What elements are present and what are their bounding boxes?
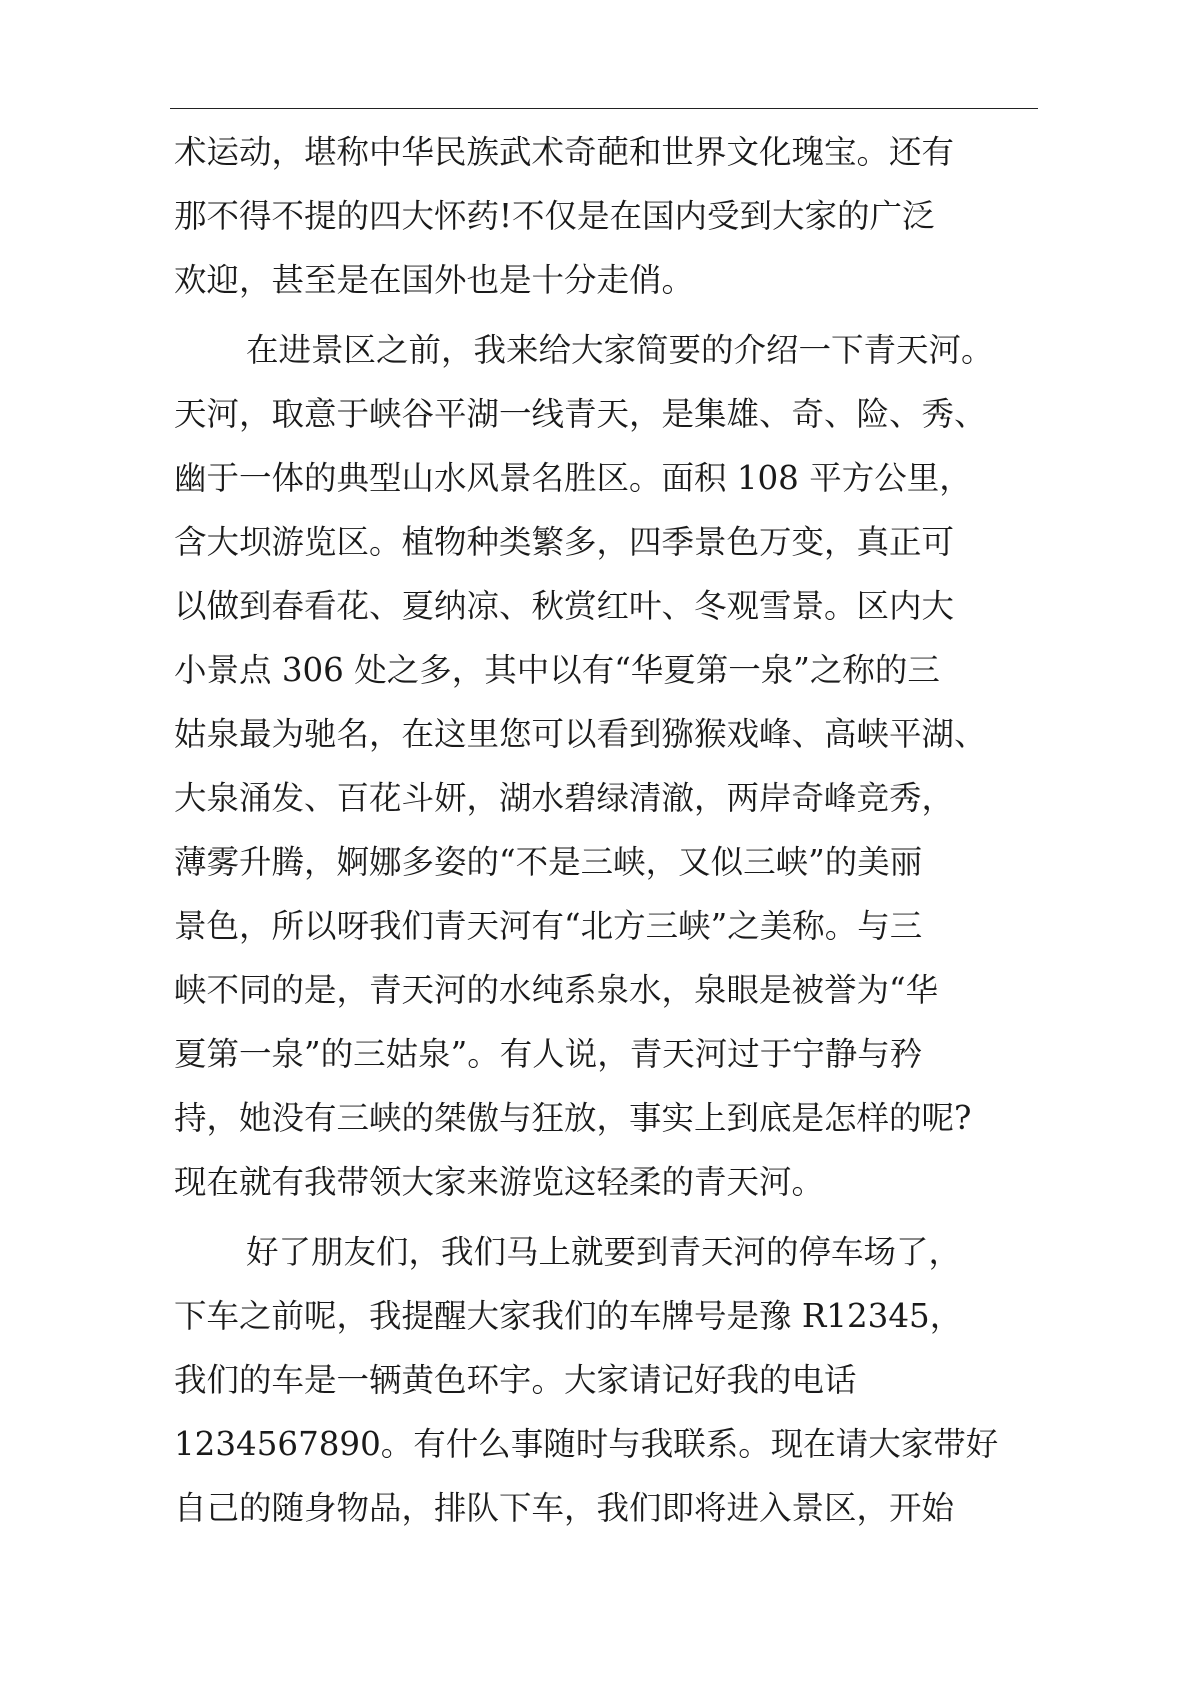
text-line: 夏第一泉”的三姑泉”。有人说，青天河过于宁静与矜 (174, 1035, 923, 1073)
text-line: 欢迎，甚至是在国外也是十分走俏。 (174, 261, 695, 299)
paragraph-first-line: 好了朋友们，我们马上就要到青天河的停车场了， (246, 1233, 962, 1271)
text-line: 我们的车是一辆黄色环宇。大家请记好我的电话 (174, 1361, 857, 1399)
text-line: 持，她没有三峡的桀傲与狂放，事实上到底是怎样的呢? (174, 1099, 972, 1137)
text-line: 1234567890。有什么事随时与我联系。现在请大家带好 (174, 1425, 999, 1463)
text-line: 含大坝游览区。植物种类繁多，四季景色万变，真正可 (174, 523, 955, 561)
paragraph-first-line: 在进景区之前，我来给大家简要的介绍一下青天河。 (246, 331, 994, 369)
text-line: 薄雾升腾，婀娜多姿的“不是三峡，又似三峡”的美丽 (174, 843, 923, 881)
header-rule (170, 108, 1038, 109)
text-line: 自己的随身物品，排队下车，我们即将进入景区，开始 (174, 1489, 955, 1527)
text-line: 以做到春看花、夏纳凉、秋赏红叶、冬观雪景。区内大 (174, 587, 955, 625)
text-line: 景色，所以呀我们青天河有“北方三峡”之美称。与三 (174, 907, 923, 945)
text-line: 大泉涌发、百花斗妍，湖水碧绿清澈，两岸奇峰竞秀， (174, 779, 955, 817)
text-line: 天河，取意于峡谷平湖一线青天，是集雄、奇、险、秀、 (174, 395, 987, 433)
text-line: 峡不同的是，青天河的水纯系泉水，泉眼是被誉为“华 (174, 971, 939, 1009)
text-line: 那不得不提的四大怀药!不仅是在国内受到大家的广泛 (174, 197, 935, 235)
text-line: 姑泉最为驰名，在这里您可以看到猕猴戏峰、高峡平湖、 (174, 715, 987, 753)
text-line: 小景点 306 处之多，其中以有“华夏第一泉”之称的三 (174, 651, 940, 689)
text-line: 幽于一体的典型山水风景名胜区。面积 108 平方公里， (174, 459, 972, 497)
text-line: 下车之前呢，我提醒大家我们的车牌号是豫 R12345， (174, 1297, 963, 1335)
text-line: 现在就有我带领大家来游览这轻柔的青天河。 (174, 1163, 825, 1201)
text-line: 术运动，堪称中华民族武术奇葩和世界文化瑰宝。还有 (174, 133, 955, 171)
body-text (174, 120, 1074, 1540)
